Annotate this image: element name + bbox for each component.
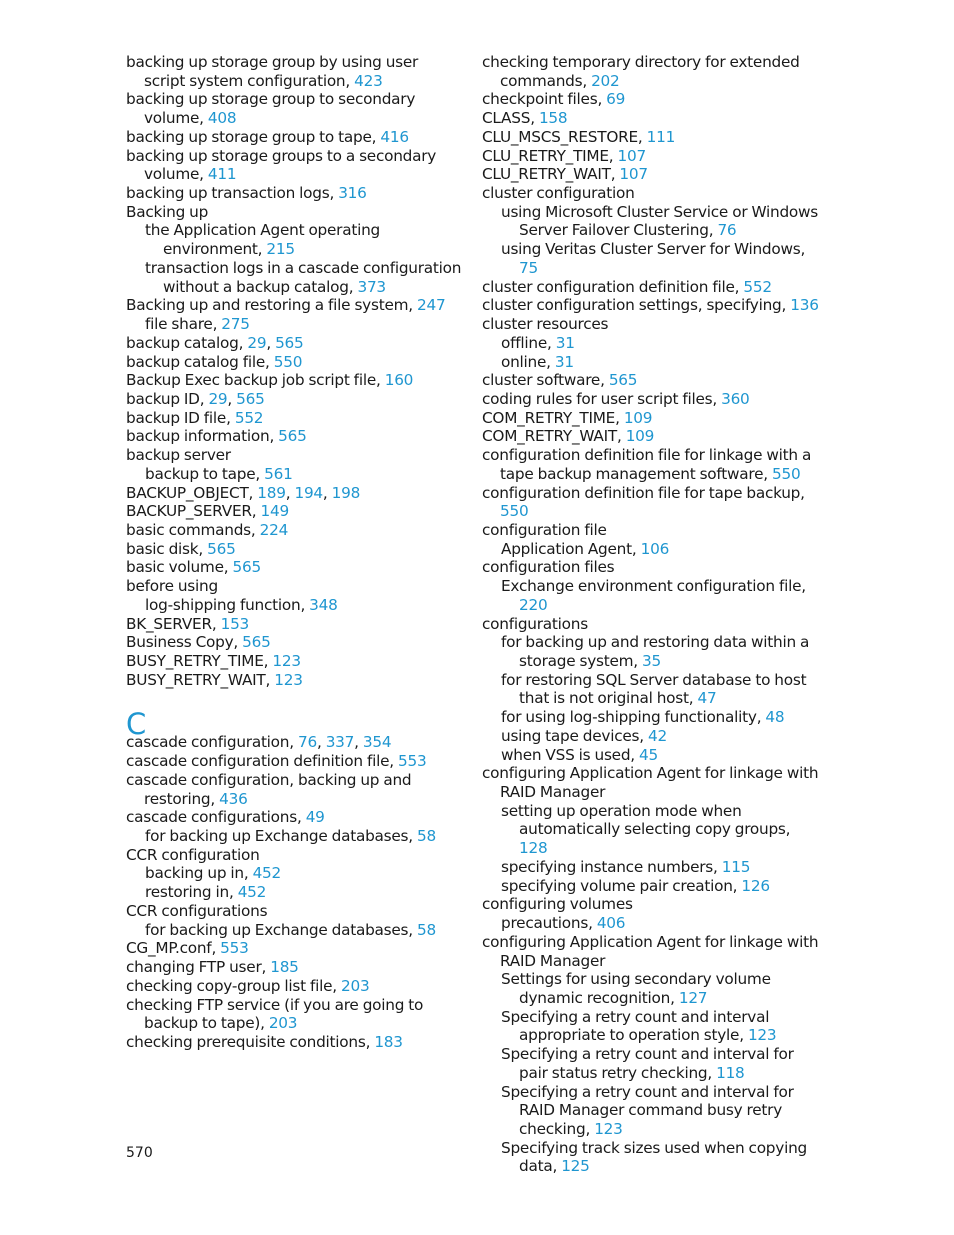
page-reference-link[interactable]: 107 <box>619 165 648 184</box>
page-reference-link[interactable]: 194 <box>294 483 323 502</box>
index-term: Settings for using secondary volume dynamic recognition <box>501 970 771 1007</box>
page-reference-link[interactable]: 275 <box>221 315 250 334</box>
index-term: Specifying track sizes used when copying data <box>501 1138 807 1176</box>
index-term: Business Copy <box>126 633 234 652</box>
index-subentry: specifying volume pair creation, 126 <box>501 876 770 895</box>
page-reference-link[interactable]: 565 <box>207 539 236 558</box>
index-entry: COM_RETRY_WAIT, 109 <box>482 427 655 446</box>
index-entry: backing up storage group to tape, 416 <box>126 127 409 146</box>
page-reference-link[interactable]: 123 <box>274 670 303 689</box>
page-reference-link[interactable]: 118 <box>716 1063 745 1082</box>
index-term: backup catalog <box>126 333 239 352</box>
page-reference-link[interactable]: 58 <box>417 827 436 846</box>
index-term: backing up storage group to secondary volume <box>126 90 416 128</box>
index-subentry: for backing up Exchange databases, 58 <box>145 827 436 846</box>
index-subentry: Settings for using secondary volume dynamic recognition, 127 <box>501 970 771 1007</box>
index-term: backup server <box>126 446 231 465</box>
index-entry: backup ID file, 552 <box>126 408 264 427</box>
index-term: backup catalog file <box>126 352 266 371</box>
index-term: backup to tape <box>145 464 256 483</box>
index-term: configuration definition file for linkage with a tape backup management software <box>482 446 812 483</box>
page-reference-link[interactable]: 436 <box>219 789 248 808</box>
index-entry <box>482 895 820 914</box>
index-subentry: backup to tape, 561 <box>145 464 293 483</box>
index-term: configuring Application Agent for linkage with RAID Manager <box>482 764 819 802</box>
index-term: checking FTP service (if you are going to backup to tape) <box>126 995 424 1033</box>
index-entry: cascade configuration, 76, 337, 354 <box>126 733 392 752</box>
index-subentry: Specifying a retry count and interval for pair status retry checking, 118 <box>501 1045 794 1082</box>
index-entry: backup catalog, 29, 565 <box>126 333 304 352</box>
index-entry: COM_RETRY_TIME, 109 <box>482 408 653 427</box>
page-reference-link[interactable]: 316 <box>338 184 367 203</box>
index-term: cascade configurations <box>126 808 297 827</box>
page-reference-link[interactable]: 215 <box>266 240 295 259</box>
index-entry: Backing up and restoring a file system, 247 <box>126 296 446 315</box>
index-subentry: Exchange environment configuration file, 220 <box>501 577 806 614</box>
page-reference-link[interactable]: 550 <box>273 352 303 371</box>
index-entry: backing up transaction logs, 316 <box>126 184 367 203</box>
page-reference-link[interactable]: 48 <box>765 708 785 727</box>
page-reference-link[interactable]: 348 <box>309 595 338 614</box>
index-subentry: Specifying a retry count and interval appropriate to operation style, 123 <box>501 1007 777 1045</box>
page-reference-link[interactable]: 31 <box>555 333 575 352</box>
index-term: backing up transaction logs <box>126 184 330 203</box>
page-number: 570 <box>126 1145 153 1161</box>
page-reference-link[interactable]: 76 <box>717 221 737 240</box>
index-entry: backup catalog file, 550 <box>126 352 303 371</box>
index-term: CCR configuration <box>126 845 260 864</box>
page-reference-link[interactable]: 565 <box>278 427 307 446</box>
index-term: online <box>501 352 547 371</box>
page-reference-link[interactable]: 416 <box>380 127 409 146</box>
page-reference-link[interactable]: 158 <box>538 109 568 128</box>
index-entry: changing FTP user, 185 <box>126 958 299 977</box>
index-term: CLU_MSCS_RESTORE <box>482 127 638 146</box>
page-reference-link[interactable]: 109 <box>623 408 653 427</box>
index-entry: CLU_RETRY_WAIT, 107 <box>482 165 648 184</box>
page-reference-link[interactable]: 31 <box>554 352 574 371</box>
page-reference-link[interactable]: 411 <box>207 165 237 184</box>
page-reference-link[interactable]: 123 <box>594 1119 623 1138</box>
index-term: Backup Exec backup job script file <box>126 371 376 390</box>
index-term: configuring volumes <box>482 895 633 914</box>
index-entry <box>482 315 820 334</box>
index-term: cluster configuration <box>482 184 635 203</box>
index-term: CG_MP.conf <box>126 939 212 958</box>
index-entry: checking prerequisite conditions, 183 <box>126 1032 403 1051</box>
page-reference-link[interactable]: 183 <box>374 1032 403 1051</box>
page-reference-link[interactable]: 550 <box>500 502 529 521</box>
index-entry: BACKUP_SERVER, 149 <box>126 502 289 521</box>
index-term: basic disk <box>126 539 199 558</box>
index-term: configuration file <box>482 520 607 539</box>
index-term: Backing up and restoring a file system <box>126 296 409 315</box>
page-reference-link[interactable]: 552 <box>234 408 264 427</box>
index-subentry: Application Agent, 106 <box>501 539 670 558</box>
index-term: BACKUP_OBJECT <box>126 483 249 502</box>
index-subentry: offline, 31 <box>501 333 575 352</box>
index-entry: CG_MP.conf, 553 <box>126 939 249 958</box>
index-subentry: specifying instance numbers, 115 <box>501 857 751 876</box>
page-reference-link[interactable]: 553 <box>220 939 249 958</box>
index-term: COM_RETRY_TIME <box>482 408 616 427</box>
index-term: Application Agent <box>501 539 632 558</box>
index-entry: CLASS, 158 <box>482 109 568 128</box>
index-term: BACKUP_SERVER <box>126 502 252 521</box>
index-term: Specifying a retry count and interval for RAID Manager command busy retry checking <box>501 1082 794 1138</box>
page-reference-link[interactable]: 109 <box>625 427 655 446</box>
index-term: BUSY_RETRY_TIME <box>126 652 264 670</box>
index-entry <box>482 184 820 203</box>
page-reference-link[interactable]: 58 <box>417 920 436 939</box>
index-subentry: backing up in, 452 <box>145 864 282 883</box>
index-subentry: online, 31 <box>501 352 574 371</box>
index-term: configuration definition file for tape backup <box>482 483 801 502</box>
index-entry <box>126 446 462 465</box>
index-term: the Application Agent operating environment <box>145 221 380 259</box>
index-term: cascade configuration <box>126 733 290 752</box>
page-reference-link[interactable]: 360 <box>721 389 750 408</box>
page-reference-link[interactable]: 247 <box>417 296 446 315</box>
index-entry: cascade configuration definition file, 553 <box>126 752 427 771</box>
index-term: backing up storage groups to a secondary volume <box>126 146 437 184</box>
index-entry: CLU_MSCS_RESTORE, 111 <box>482 127 676 146</box>
index-term: backup ID <box>126 389 200 408</box>
page-reference-link[interactable]: 561 <box>264 464 293 483</box>
page-reference-link[interactable]: 49 <box>305 808 325 827</box>
page-reference-link[interactable]: 29 <box>247 333 267 352</box>
page-reference-link[interactable]: 373 <box>357 277 386 296</box>
index-subentry: using Veritas Cluster Server for Windows, 75 <box>501 240 806 277</box>
index-term: Exchange environment configuration file <box>501 577 802 596</box>
index-subentry: setting up operation mode when automatically selecting copy groups, 128 <box>501 801 791 858</box>
page-reference-link[interactable]: 354 <box>362 733 392 752</box>
page-reference-link[interactable]: 29 <box>208 389 228 408</box>
index-entry: checking copy-group list file, 203 <box>126 976 370 995</box>
index-term: backup ID file <box>126 408 227 427</box>
index-subentry: for backing up Exchange databases, 58 <box>145 920 436 939</box>
index-entry: BK_SERVER, 153 <box>126 614 250 633</box>
index-entry: basic commands, 224 <box>126 520 289 539</box>
page-reference-link[interactable]: 45 <box>639 745 658 764</box>
index-entry: checking FTP service (if you are going to backup to tape), 203 <box>126 995 424 1033</box>
index-term: backup information <box>126 427 270 446</box>
index-term: cluster configuration settings, specifying <box>482 296 782 315</box>
index-term: Backing up <box>126 202 209 221</box>
index-subentry: using Microsoft Cluster Service or Windows Server Failover Clustering, 76 <box>501 202 819 240</box>
index-section-letter: C <box>126 707 146 742</box>
index-term: for using log-shipping functionality <box>501 708 757 727</box>
index-term: basic volume <box>126 558 224 577</box>
index-entry: cascade configuration, backing up and restoring, 436 <box>126 770 412 808</box>
index-term: cluster software <box>482 371 601 390</box>
index-term: checking temporary directory for extended commands <box>482 53 800 90</box>
index-entry <box>482 521 820 540</box>
page-reference-link[interactable]: 224 <box>259 520 289 539</box>
index-term: basic commands <box>126 520 251 539</box>
page-reference-link[interactable]: 136 <box>790 296 819 315</box>
page-reference-link[interactable]: 128 <box>519 839 548 858</box>
page-reference-link[interactable]: 153 <box>220 614 250 633</box>
page-reference-link[interactable]: 452 <box>252 864 282 883</box>
page-reference-link[interactable]: 107 <box>617 146 646 165</box>
index-entry <box>482 764 820 801</box>
index-entry: backing up storage group to secondary volume, 408 <box>126 90 416 128</box>
index-term: transaction logs in a cascade configuration without a backup catalog <box>145 258 462 296</box>
page-reference-link[interactable]: 203 <box>341 976 370 995</box>
page-reference-link[interactable]: 115 <box>721 857 751 876</box>
index-term: configuring Application Agent for linkage with RAID Manager <box>482 932 819 970</box>
index-entry: Business Copy, 565 <box>126 633 271 652</box>
page-reference-link[interactable]: 35 <box>642 652 661 670</box>
index-term: offline <box>501 333 547 352</box>
index-entry <box>126 203 462 222</box>
index-term: setting up operation mode when automatically selecting copy groups <box>501 801 786 839</box>
index-term: when VSS is used <box>501 745 631 764</box>
page-reference-link[interactable]: 123 <box>272 652 301 670</box>
index-entry <box>482 933 820 970</box>
index-term: using tape devices <box>501 726 640 745</box>
page-reference-link[interactable]: 565 <box>608 371 638 390</box>
index-term: checking prerequisite conditions <box>126 1032 366 1051</box>
index-entry: basic disk, 565 <box>126 539 236 558</box>
index-entry: CLU_RETRY_TIME, 107 <box>482 146 646 165</box>
index-term: BK_SERVER <box>126 614 212 633</box>
page-reference-link[interactable]: 198 <box>331 483 361 502</box>
index-term: backing up storage group to tape <box>126 127 372 146</box>
page-reference-link[interactable]: 185 <box>270 958 299 977</box>
page-reference-link[interactable]: 123 <box>747 1026 777 1045</box>
index-entry: BUSY_RETRY_WAIT, 123 <box>126 670 303 689</box>
index-entry: BACKUP_OBJECT, 189, 194, 198 <box>126 483 361 502</box>
index-entry: coding rules for user script files, 360 <box>482 389 750 408</box>
index-term: for backing up Exchange databases <box>145 920 409 939</box>
index-term: cluster resources <box>482 315 609 334</box>
page-reference-link[interactable]: 565 <box>242 633 271 652</box>
index-term: restoring in <box>145 883 229 902</box>
index-term: specifying instance numbers <box>501 857 714 876</box>
index-entry <box>126 577 462 596</box>
index-term: log-shipping function <box>145 595 301 614</box>
index-entry: checking temporary directory for extended commands, 202 <box>482 53 800 90</box>
index-subentry: transaction logs in a cascade configuration without a backup catalog, 373 <box>145 258 462 296</box>
index-term: Specifying a retry count and interval for pair status retry checking <box>501 1045 794 1082</box>
index-term: CCR configurations <box>126 901 268 920</box>
page-reference-link[interactable]: 111 <box>646 127 676 146</box>
index-column-right <box>482 53 820 1176</box>
page-reference-link[interactable]: 202 <box>591 71 620 90</box>
page-reference-link[interactable]: 452 <box>237 883 267 902</box>
index-entry: checkpoint files, 69 <box>482 90 626 109</box>
index-term: changing FTP user <box>126 958 262 977</box>
index-entry: backup information, 565 <box>126 427 307 446</box>
index-subentry: file share, 275 <box>145 315 250 334</box>
page-reference-link[interactable]: 337 <box>325 733 355 752</box>
index-term: cluster configuration definition file <box>482 277 735 296</box>
page-reference-link[interactable]: 203 <box>268 1014 298 1033</box>
index-term: BUSY_RETRY_WAIT <box>126 670 266 689</box>
index-entry: configuration definition file for linkage with a tape backup management software, 550 <box>482 446 812 483</box>
index-term: backing up storage group by using user script system configuration <box>126 53 419 90</box>
index-subentry: precautions, 406 <box>501 914 626 933</box>
page-reference-link[interactable]: 406 <box>596 914 626 933</box>
index-entry: cluster configuration settings, specifying, 136 <box>482 296 819 315</box>
index-entry: backup ID, 29, 565 <box>126 389 265 408</box>
index-entry: cluster configuration definition file, 552 <box>482 277 772 296</box>
page-reference-link[interactable]: 149 <box>260 502 289 521</box>
page-reference-link[interactable]: 75 <box>519 258 538 277</box>
index-term: cascade configuration, backing up and restoring <box>126 770 412 808</box>
index-subentry: using tape devices, 42 <box>501 726 667 745</box>
index-entry <box>126 902 462 921</box>
index-term: CLU_RETRY_WAIT <box>482 165 611 184</box>
page-reference-link[interactable]: 565 <box>236 389 265 408</box>
page-reference-link[interactable]: 69 <box>606 90 626 109</box>
index-entry: Backup Exec backup job script file, 160 <box>126 371 414 390</box>
page-reference-link[interactable]: 552 <box>743 277 772 296</box>
index-term: coding rules for user script files <box>482 389 713 408</box>
index-subentry: log-shipping function, 348 <box>145 595 338 614</box>
index-entry <box>126 846 462 865</box>
index-entry: BUSY_RETRY_TIME, 123 <box>126 652 301 670</box>
index-term: for backing up and restoring data within a storage system <box>501 633 810 670</box>
page-reference-link[interactable]: 220 <box>519 595 548 614</box>
page-reference-link[interactable]: 106 <box>640 539 670 558</box>
page-reference-link[interactable]: 550 <box>772 464 801 483</box>
index-entry: backing up storage groups to a secondary volume, 411 <box>126 146 437 184</box>
index-term: for backing up Exchange databases <box>145 827 409 846</box>
index-entry <box>482 558 820 577</box>
index-term: configuration files <box>482 558 615 577</box>
index-entry: cluster software, 565 <box>482 371 638 390</box>
index-term: COM_RETRY_WAIT <box>482 427 617 446</box>
index-entry: cascade configurations, 49 <box>126 808 325 827</box>
page-reference-link[interactable]: 47 <box>697 689 717 708</box>
index-term: checkpoint files <box>482 90 598 109</box>
index-subentry: Specifying a retry count and interval for RAID Manager command busy retry checking, 123 <box>501 1082 794 1138</box>
page-reference-link[interactable]: 423 <box>354 71 383 90</box>
page-reference-link[interactable]: 76 <box>297 733 317 752</box>
index-term: configurations <box>482 614 588 633</box>
index-subentry: Specifying track sizes used when copying data, 125 <box>501 1138 807 1176</box>
page-reference-link[interactable]: 42 <box>648 726 667 745</box>
index-term: before using <box>126 577 218 596</box>
index-subentry: for restoring SQL Server database to host that is not original host, 47 <box>501 670 807 708</box>
index-column-left <box>126 53 462 1052</box>
index-subentry: the Application Agent operating environment, 215 <box>145 221 380 259</box>
page-reference-link[interactable]: 565 <box>275 333 304 352</box>
index-term: specifying volume pair creation <box>501 876 733 895</box>
page-reference-link[interactable]: 565 <box>232 558 261 577</box>
page-reference-link[interactable]: 127 <box>678 988 708 1007</box>
index-term: CLU_RETRY_TIME <box>482 146 609 165</box>
index-entry: basic volume, 565 <box>126 558 261 577</box>
index-term: file share <box>145 315 213 334</box>
page-reference-link[interactable]: 408 <box>207 109 237 128</box>
page-reference-link[interactable]: 553 <box>398 752 427 771</box>
index-subentry: for using log-shipping functionality, 48 <box>501 708 785 727</box>
index-term: for restoring SQL Server database to host that is not original host <box>501 670 807 708</box>
index-term: cascade configuration definition file <box>126 752 390 771</box>
index-subentry: restoring in, 452 <box>145 883 267 902</box>
page-reference-link[interactable]: 160 <box>384 371 414 390</box>
index-term: CLASS <box>482 109 531 128</box>
index-term: using Microsoft Cluster Service or Windows Server Failover Clustering <box>501 202 819 240</box>
index-subentry: when VSS is used, 45 <box>501 745 658 764</box>
page-reference-link[interactable]: 126 <box>741 876 770 895</box>
page-reference-link[interactable]: 189 <box>257 483 286 502</box>
page-reference-link[interactable]: 125 <box>561 1157 590 1176</box>
index-term: Specifying a retry count and interval appropriate to operation style <box>501 1007 770 1045</box>
index-term: backing up in <box>145 864 244 883</box>
index-entry: backing up storage group by using user script system configuration, 423 <box>126 53 419 90</box>
index-term: precautions <box>501 914 589 933</box>
index-term: using Veritas Cluster Server for Windows <box>501 240 801 259</box>
index-entry: configuration definition file for tape backup, 550 <box>482 483 805 521</box>
index-subentry: for backing up and restoring data within a storage system, 35 <box>501 633 810 670</box>
index-term: checking copy-group list file <box>126 976 333 995</box>
index-entry <box>482 615 820 634</box>
